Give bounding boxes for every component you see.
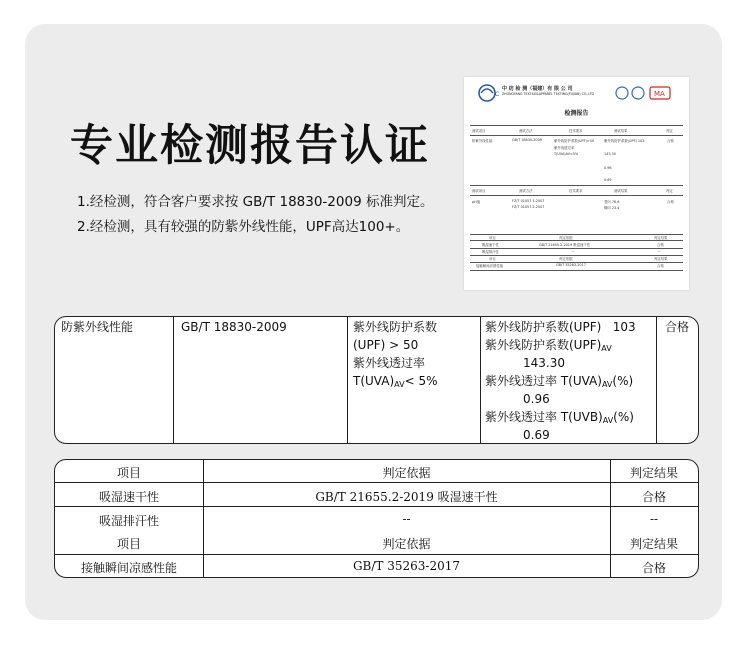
point-1: 1.经检测，符合客户要求按 GB/T 18830-2009 标准判定。 bbox=[77, 194, 434, 210]
header-result: 判定结果 bbox=[629, 466, 678, 480]
uv-res-line2: 紫外线防护系数$(UPF)_{AV}$ bbox=[485, 338, 612, 353]
uv-req-line1: 紫外线防护系数 bbox=[353, 320, 438, 334]
row-quick-dry-item: 吸湿速干性 bbox=[98, 490, 159, 504]
header-basis: 判定依据 bbox=[382, 466, 431, 480]
functional-test-table bbox=[54, 459, 699, 578]
header-item: 项目 bbox=[116, 466, 141, 480]
uv-req-line2: (UPF) > 50 bbox=[353, 338, 419, 352]
certification-marks-icon bbox=[614, 85, 674, 101]
uv-method: GB/T 18830-2009 bbox=[181, 320, 287, 334]
row-sweat-result: -- bbox=[649, 512, 659, 526]
row-cool-result: 合格 bbox=[641, 561, 666, 575]
header2-basis: 判定依据 bbox=[382, 537, 431, 551]
report-company-en: ZHONGFANG TEXTILE&APPAREL TESTING(FUJIAN) CO.,LTD bbox=[502, 92, 595, 96]
page-title: 专业检测报告认证 bbox=[70, 121, 430, 171]
row-quick-dry-result: 合格 bbox=[641, 490, 666, 504]
header2-item: 项目 bbox=[116, 537, 141, 551]
uv-res-line7: 0.69 bbox=[523, 428, 550, 442]
test-report-image: C 中 纺 检 测（福建）有 限 公 司 ZHONGFANG TEXTILE&APPAREL TESTING(FUJIAN) CO.,LTD MA 检测报告 测试项目 测试方法 技术要求 测试结果 判定 防紫外线性能 GB/T 18830-2009 紫外线防护系数(UPF)>50 紫外线防护系数(UPF) 103 合格 紫外线透过率 143.30 T(UVA)AV<5% 0.96 0.69 测试项目 测试方法 技术要求 测试结果 判定 pH值 FZ/T 01057.1-2007 竖向 76.6 合格 FZ/T 01057.2-2007 横向 23.4 项目 判定依据 判定结果 吸湿速干性 GB/T 21655.2-2019 吸湿速干性 合格 吸湿排汗性 -- -- 项目 判定依据 判定结果 接触瞬间凉感性能 GB/T 35263-2017 合格 bbox=[464, 77, 689, 290]
feature-points bbox=[77, 190, 433, 240]
uv-item: 防紫外线性能 bbox=[61, 320, 134, 334]
uv-res-line3: 143.30 bbox=[523, 356, 565, 370]
row-sweat-basis: -- bbox=[402, 512, 411, 526]
uv-verdict: 合格 bbox=[665, 320, 690, 334]
uv-res-line4: 紫外线透过率 $T(UVA)_{AV}(\%)$ bbox=[485, 374, 634, 389]
uv-test-table bbox=[54, 316, 699, 444]
report-title: 检测报告 bbox=[564, 110, 589, 117]
row-cool-item: 接触瞬间凉感性能 bbox=[80, 561, 177, 575]
uv-res-line6: 紫外线透过率 $T(UVB)_{AV}(\%)$ bbox=[485, 410, 634, 425]
report-badge: MA bbox=[654, 90, 665, 98]
header2-result: 判定结果 bbox=[629, 537, 678, 551]
uv-res-line1: 紫外线防护系数(UPF) 103 bbox=[485, 320, 636, 334]
uv-req-line4: $T(UVA)_{AV}< 5\%$ bbox=[353, 374, 438, 389]
row-cool-basis: GB/T 35263-2017 bbox=[352, 559, 461, 573]
row-quick-dry-basis: GB/T 21655.2-2019 吸湿速干性 bbox=[315, 490, 498, 504]
uv-res-line5: 0.96 bbox=[523, 392, 550, 406]
row-sweat-item: 吸湿排汗性 bbox=[98, 514, 159, 528]
uv-req-line3: 紫外线透过率 bbox=[353, 356, 426, 370]
svg-text:C: C bbox=[495, 91, 500, 98]
point-2: 2.经检测，具有较强的防紫外线性能，UPF高达100+。 bbox=[77, 219, 410, 235]
report-company: 中 纺 检 测（福建）有 限 公 司 bbox=[502, 86, 573, 92]
